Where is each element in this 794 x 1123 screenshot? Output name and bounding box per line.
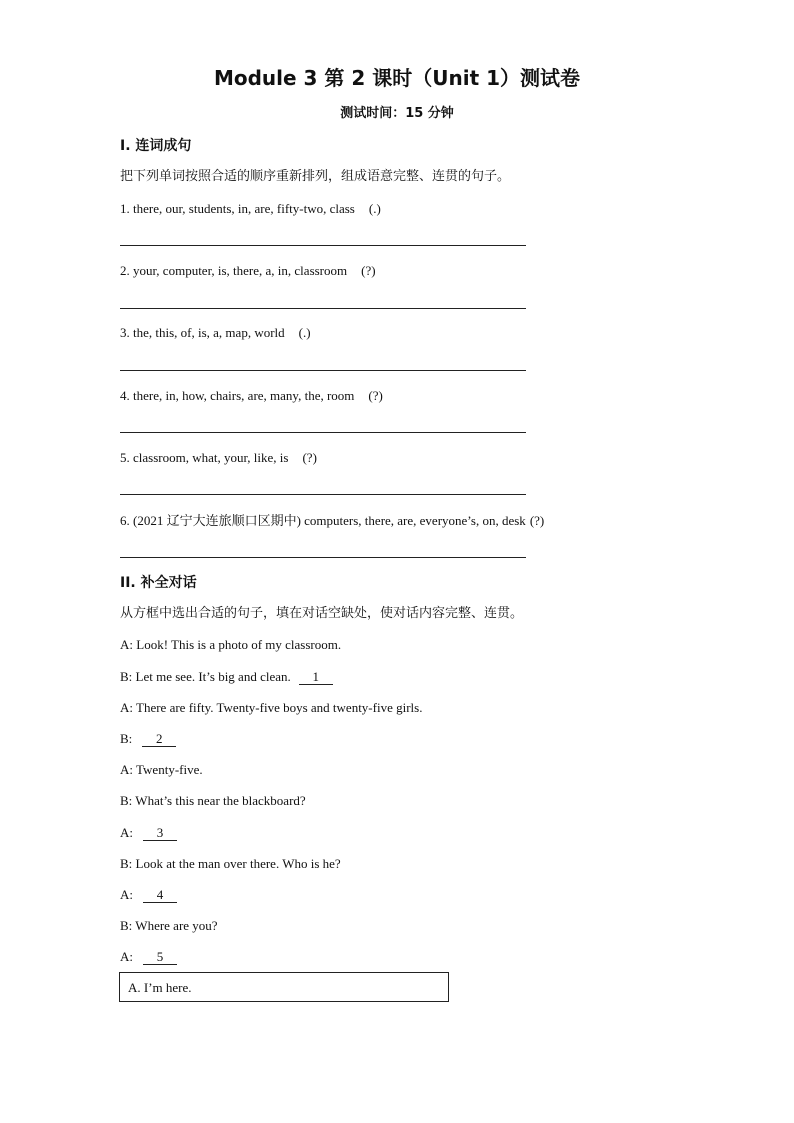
section-2-heading: II. 补全对话 — [120, 575, 197, 591]
question-punctuation: (.) — [298, 325, 311, 340]
question-words: 1. there, our, students, in, are, fifty-two, class — [120, 201, 355, 216]
test-duration: 测试时间：15 分钟 — [340, 106, 454, 121]
question-words: 5. classroom, what, your, like, is — [120, 450, 289, 465]
question-punctuation: (?) — [368, 388, 383, 403]
answer-line-5[interactable] — [120, 494, 526, 495]
question-words: 4. there, in, how, chairs, are, many, the, room — [120, 388, 355, 403]
dialogue-line — [120, 855, 341, 873]
question-words: 6. (2021 辽宁大连旅顺口区期中) computers, there, are, everyone’s, on, desk — [120, 513, 526, 528]
answer-line-4[interactable] — [120, 432, 526, 433]
question-3 — [120, 324, 311, 342]
blank-3[interactable]: 3 — [143, 826, 177, 841]
dialogue-line — [120, 917, 218, 935]
option-a: A. I’m here. — [128, 980, 192, 995]
question-5 — [120, 449, 317, 467]
answer-line-2[interactable] — [120, 308, 526, 309]
dialogue-line — [120, 699, 422, 717]
dialogue-text: B: Let me see. It’s big and clean. — [120, 669, 291, 684]
question-punctuation: (?) — [529, 513, 545, 528]
dialogue-line — [120, 636, 341, 654]
question-punctuation: (?) — [302, 450, 317, 465]
question-4 — [120, 387, 383, 405]
question-1 — [120, 200, 381, 218]
dialogue-text: B: Where are you? — [120, 918, 218, 933]
dialogue-text: A: — [120, 949, 133, 964]
dialogue-text: A: Look! This is a photo of my classroom. — [120, 637, 342, 652]
dialogue-line — [120, 792, 306, 810]
section-1-instruction: 把下列单词按照合适的顺序重新排列，组成语意完整、连贯的句子。 — [120, 169, 511, 184]
blank-1[interactable]: 1 — [299, 670, 333, 685]
blank-4[interactable]: 4 — [143, 888, 177, 903]
section-1-heading: I. 连词成句 — [120, 138, 192, 154]
question-punctuation: (.) — [368, 201, 381, 216]
section-2-instruction: 从方框中选出合适的句子，填在对话空缺处，使对话内容完整、连贯。 — [120, 606, 524, 621]
question-words: 3. the, this, of, is, a, map, world — [120, 325, 285, 340]
dialogue-text: B: Look at the man over there. Who is he? — [120, 856, 341, 871]
dialogue-line — [120, 668, 333, 686]
answer-line-3[interactable] — [120, 370, 526, 371]
question-punctuation: (?) — [361, 263, 376, 278]
dialogue-text: A: There are fifty. Twenty-five boys and twenty-five girls. — [120, 700, 423, 715]
dialogue-line — [120, 761, 203, 779]
answer-line-1[interactable] — [120, 245, 526, 246]
question-6 — [120, 512, 544, 530]
blank-5[interactable]: 5 — [143, 950, 177, 965]
page-title: Module 3 第 2 课时（Unit 1）测试卷 — [213, 66, 581, 90]
answer-line-6[interactable] — [120, 557, 526, 558]
dialogue-text: B: What’s this near the blackboard? — [120, 793, 306, 808]
question-words: 2. your, computer, is, there, a, in, classroom — [120, 263, 348, 278]
dialogue-text: A: Twenty-five. — [120, 762, 203, 777]
dialogue-text: A: — [120, 887, 133, 902]
dialogue-text: B: — [120, 731, 133, 746]
dialogue-line — [120, 824, 177, 842]
dialogue-line — [120, 886, 177, 904]
question-2 — [120, 262, 376, 280]
blank-2[interactable]: 2 — [142, 732, 176, 747]
options-box — [119, 972, 449, 1002]
dialogue-text: A: — [120, 825, 133, 840]
dialogue-line — [120, 730, 176, 748]
dialogue-line — [120, 948, 177, 966]
